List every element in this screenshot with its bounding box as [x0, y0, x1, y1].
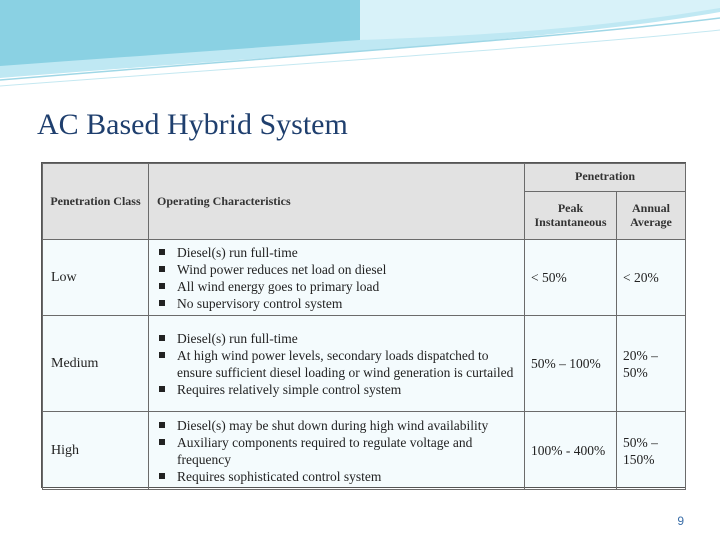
list-item: Diesel(s) run full-time	[157, 330, 518, 347]
bullet-icon	[159, 266, 165, 272]
list-item: Auxiliary components required to regulate voltage and frequency	[157, 434, 518, 468]
header-penetration-class: Penetration Class	[43, 164, 149, 240]
list-item: Requires sophisticated control system	[157, 468, 518, 485]
row-peak: 100% - 400%	[525, 412, 617, 490]
bullet-icon	[159, 335, 165, 341]
header-operating-characteristics: Operating Characteristics	[149, 164, 525, 240]
bullet-icon	[159, 283, 165, 289]
row-average: 20% – 50%	[617, 316, 686, 412]
bullet-icon	[159, 352, 165, 358]
list-item: All wind energy goes to primary load	[157, 278, 518, 295]
table-row-low	[43, 240, 686, 316]
bullet-icon	[159, 422, 165, 428]
row-average: < 20%	[617, 240, 686, 316]
list-item: Diesel(s) may be shut down during high wind availability	[157, 417, 518, 434]
row-peak: < 50%	[525, 240, 617, 316]
header-annual-average: Annual Average	[617, 192, 686, 240]
table-row-high	[43, 412, 686, 490]
table-row-medium	[43, 316, 686, 412]
bullet-icon	[159, 300, 165, 306]
page-number: 9	[677, 514, 684, 528]
bullet-icon	[159, 439, 165, 445]
list-item: Wind power reduces net load on diesel	[157, 261, 518, 278]
list-item: No supervisory control system	[157, 295, 518, 312]
row-class: High	[43, 412, 149, 490]
header-penetration: Penetration	[525, 164, 686, 192]
row-class: Medium	[43, 316, 149, 412]
row-characteristics	[149, 412, 525, 490]
header-swoosh-decoration	[0, 0, 720, 95]
bullet-icon	[159, 249, 165, 255]
row-characteristics	[149, 240, 525, 316]
row-average: 50% – 150%	[617, 412, 686, 490]
list-item: At high wind power levels, secondary loads dispatched to ensure sufficient diesel loading or wind generation is curtailed	[157, 347, 518, 381]
list-item: Diesel(s) run full-time	[157, 244, 518, 261]
bullet-icon	[159, 473, 165, 479]
slide-title: AC Based Hybrid System	[37, 108, 348, 141]
header-peak-instantaneous: Peak Instantaneous	[525, 192, 617, 240]
row-characteristics	[149, 316, 525, 412]
row-peak: 50% – 100%	[525, 316, 617, 412]
row-class: Low	[43, 240, 149, 316]
hybrid-system-table	[41, 162, 686, 488]
bullet-icon	[159, 386, 165, 392]
list-item: Requires relatively simple control system	[157, 381, 518, 398]
